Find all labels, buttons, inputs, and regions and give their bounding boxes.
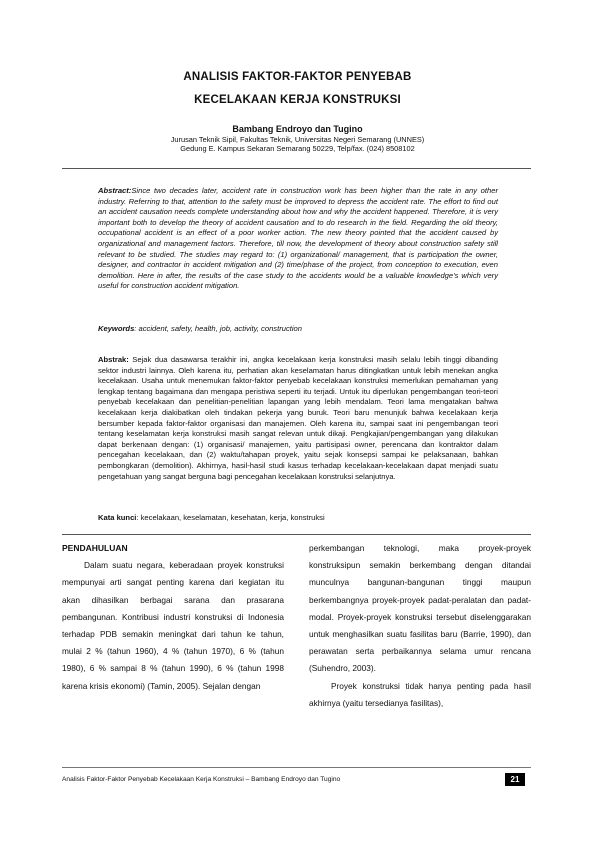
keywords-indonesian-label: Kata kunci xyxy=(98,513,137,522)
body-column-left xyxy=(62,540,284,695)
abstract-indonesian-label: Abstrak: xyxy=(98,355,129,364)
keywords-english-label: Keywords xyxy=(98,324,135,333)
paragraph-right-1: perkembangan teknologi, maka proyek-proyek konstruksipun semakin berkembang dengan ditandai munculnya bangunan-bangunan tinggi maupun berkembangnya proyek-proyek padat-peralatan dan padat-modal. Proyek-proyek konstruksi tersebut diselenggarakan untuk menghasilkan suatu fasilitas baru (Barrie, 1990), dan perawatan serta perbaikannya selama umur rencana (Suhendro, 2003). xyxy=(309,543,531,674)
affiliation-line-2: Gedung E. Kampus Sekaran Semarang 50229, Telp/fax. (024) 8508102 xyxy=(180,144,415,153)
abstract-english-text: Since two decades later, accident rate in construction work has been higher than the rate in any other industry. Referring to that, attention to the safety must be improved to depress the accident rate. The effort to find out an accident causation needs complete understanding about how and why the accident happened. Therefore, it is very important both to develop the theory of accident causation and to do research in the field. Regarding the old theory, occupational accident is an effect of a poor worker action. The new theory pointed that the accident caused by organizational and management factors. Therefore, till now, the development of theory about construction safety still relevant to be studied. The studies may regard to: (1) organizational/ management, that is participation the owner, designer, and contractor in accident mitigation and (2) time/phase of the project, from conception to execution, even demolition. Here in after, the results of the case study to the accidents would be a valuable knowledge’s which very useful for construction accident mitigation. xyxy=(98,186,498,291)
paragraph-left: Dalam suatu negara, keberadaan proyek konstruksi mempunyai arti sangat penting karena dari kegiatan itu akan dihasilkan berbagai sarana dan prasarana pembangunan. Kontribusi industri konstruksi di Indonesia terhadap PDB semakin meningkat dari tahun ke tahun, mulai 2 % (tahun 1960), 4 % (tahun 1970), 6 % (tahun 1980), 6 % sampai 8 % (tahun 1990), 6 % (tahun 1998 karena krisis ekonomi) (Tamin, 2005). Sejalan dengan xyxy=(62,560,284,691)
page-number: 21 xyxy=(505,773,525,786)
keywords-indonesian-text: : kecelakaan, keselamatan, kesehatan, kerja, konstruksi xyxy=(136,513,325,522)
running-footer: Analisis Faktor-Faktor Penyebab Kecelakaan Kerja Konstruksi – Bambang Endroyo dan Tugino xyxy=(62,776,341,783)
abstract-english-label: Abstract: xyxy=(98,186,132,195)
keywords-indonesian xyxy=(98,513,498,522)
keywords-english xyxy=(98,324,498,333)
authors: Bambang Endroyo dan Tugino xyxy=(232,124,363,134)
header-divider xyxy=(62,168,531,169)
abstract-divider xyxy=(62,534,531,535)
abstract-english xyxy=(98,186,498,292)
abstract-indonesian-text: Sejak dua dasawarsa terakhir ini, angka kecelakaan kerja konstruksi masih selalu lebih tinggi dibanding sektor industri lainnya. Oleh karena itu, perhatian akan keselamatan harus ditingkatkan untuk lebih menekan angka kecelakaan. Usaha untuk menemukan faktor-faktor penyebab kecelakaan konstruksi memerlukan pemahaman yang lengkap tentang bagaimana dan mengapa peristiwa seperti itu terjadi. Untuk itu diperlukan pengembangan teori-teori penyebab kecelakaan dan penelitian-penelitian lapangan yang lebih mendalam. Teori lama mengatakan bahwa kecelakaan kerja diakibatkan oleh tindakan pekerja yang buruk. Teori baru menunjuk bahwa kecelakaan kerja bersumber kepada faktor-faktor organisasi dan manajemen. Oleh karena itu, sampai saat ini pengembangan teori tentang keselamatan kerja konstruksi masih sangat relevan untuk dikaji. Pengkajian/pengembangan yang dilakukan dapat berkenaan dengan: (1) organisasi/ manajemen, yaitu partisipasi owner, perencana dan kontraktor dalam pencegahan kecelakaan, dan (2) waktu/tahapan proyek, yaitu sejak konsepsi sampai ke pelaksanaan, bahkan pembongkaran (demolition). Akhirnya, hasil-hasil studi kasus terhadap kecelakaan-kecelakaan dapat menjadi suatu pengetahuan yang sangat berguna bagi pencegahan kecelakaan konstruksi selanjutnya. xyxy=(98,355,498,481)
paper-title-line-2: KECELAKAAN KERJA KONSTRUKSI xyxy=(194,94,401,106)
paragraph-right-2: Proyek konstruksi tidak hanya penting pada hasil akhirnya (yaitu tersedianya fasilitas), xyxy=(309,680,531,708)
paper-title-line-1: ANALISIS FAKTOR-FAKTOR PENYEBAB xyxy=(183,71,412,83)
footer-divider xyxy=(62,767,531,768)
section-heading-pendahuluan: PENDAHULUAN xyxy=(62,543,128,553)
body-column-right xyxy=(309,540,531,712)
abstract-indonesian xyxy=(98,355,498,482)
keywords-english-text: : accident, safety, health, job, activity, construction xyxy=(134,324,303,333)
affiliation-line-1: Jurusan Teknik Sipil, Fakultas Teknik, Universitas Negeri Semarang (UNNES) xyxy=(170,135,425,144)
